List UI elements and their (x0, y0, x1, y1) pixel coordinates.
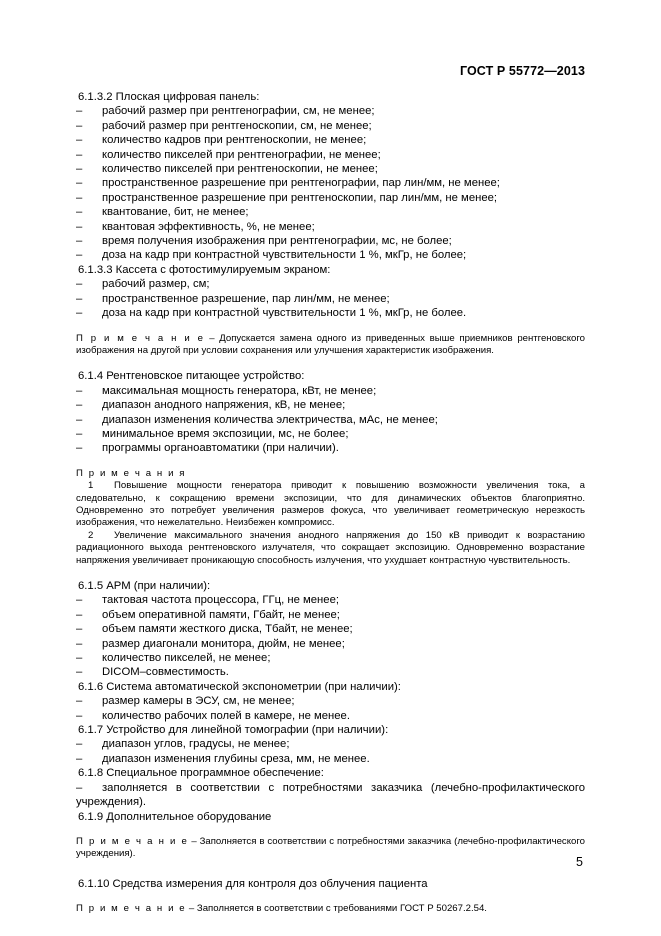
note-text: – Допускается замена одного из приведенных выше приемников рентгеновского изображения на другой при условии сохранения или улучшения характеристик изображения. (76, 332, 585, 356)
note-6-1-9 (76, 836, 585, 861)
list-item: – рабочий размер при рентгенографии, см, не менее; (76, 105, 375, 118)
section-6-1-5-list (76, 593, 585, 679)
note-label: П р и м е ч а н и е (76, 903, 187, 915)
list-item: – время получения изображения при рентгенографии, мс, не более; (76, 235, 452, 248)
list-dash: – (76, 427, 83, 440)
list-dash: – (76, 384, 83, 397)
notes-6-1-4-label: П р и м е ч а н и я (76, 467, 187, 479)
note-number: 2 (88, 529, 94, 541)
list-dash: – (76, 709, 83, 722)
document-code: ГОСТ Р 55772—2013 (459, 64, 585, 78)
list-dash: – (76, 191, 83, 204)
list-dash: – (76, 752, 83, 765)
note-number: 1 (88, 480, 94, 492)
list-dash: – (76, 637, 83, 650)
list-item: – пространственное разрешение при рентгенографии, пар лин/мм, не менее; (76, 177, 500, 190)
section-6-1-7-list (76, 737, 585, 766)
list-dash: – (76, 220, 83, 233)
list-dash: – (76, 235, 83, 248)
list-dash: – (76, 781, 83, 794)
section-6-1-6-list (76, 694, 585, 723)
list-dash: – (76, 695, 83, 708)
list-dash: – (76, 623, 83, 636)
section-6-1-3-3-list (76, 277, 585, 320)
list-dash: – (76, 292, 83, 305)
list-item: – минимальное время экспозиции, мс, не более; (76, 427, 349, 440)
note-6-1-3 (76, 333, 585, 358)
section-6-1-3-2-list (76, 104, 585, 262)
list-item: – квантовая эффективность, %, не менее; (76, 220, 315, 233)
list-item: – рабочий размер, см; (76, 278, 210, 291)
section-6-1-7-title: 6.1.7 Устройство для линейной томографии (при наличии): (78, 724, 389, 737)
list-item: – количество пикселей, не менее; (76, 652, 271, 665)
section-6-1-3-3-title: 6.1.3.3 Кассета с фотостимулируемым экраном: (78, 263, 331, 276)
list-dash: – (76, 278, 83, 291)
list-dash: – (76, 177, 83, 190)
list-item: – диапазон изменения количества электричества, мАс, не менее; (76, 413, 438, 426)
list-dash: – (76, 652, 83, 665)
list-item: – программы органоавтоматики (при наличии). (76, 442, 339, 455)
list-dash: – (76, 666, 83, 679)
list-item: – квантование, бит, не менее; (76, 206, 249, 219)
list-item: – количество пикселей при рентгенографии, не менее; (76, 148, 381, 161)
section-6-1-10-title: 6.1.10 Средства измерения для контроля доз облучения пациента (78, 877, 428, 890)
list-dash: – (76, 163, 83, 176)
list-dash: – (76, 738, 83, 751)
list-item: – количество пикселей при рентгеноскопии, не менее; (76, 163, 378, 176)
list-item: – объем оперативной памяти, Гбайт, не менее; (76, 608, 340, 621)
document-body (76, 90, 585, 916)
list-dash: – (76, 249, 83, 262)
list-dash: – (76, 134, 83, 147)
section-6-1-4-list (76, 384, 585, 456)
section-6-1-8-title: 6.1.8 Специальное программное обеспечение: (78, 767, 324, 780)
list-item: – DICOM–совместимость. (76, 666, 229, 679)
list-item: – количество кадров при рентгеноскопии, не менее; (76, 134, 367, 147)
list-item: – диапазон углов, градусы, не менее; (76, 738, 290, 751)
list-item: – доза на кадр при контрастной чувствительности 1 %, мкГр, не более; (76, 249, 467, 262)
section-6-1-6-title: 6.1.6 Система автоматической экспонометрии (при наличии): (78, 680, 401, 693)
list-item: – диапазон анодного напряжения, кВ, не менее; (76, 399, 346, 412)
list-item: – размер диагонали монитора, дюйм, не менее; (76, 637, 345, 650)
list-item: – количество рабочих полей в камере, не менее. (76, 709, 350, 722)
list-item: – рабочий размер при рентгеноскопии, см, не менее; (76, 119, 372, 132)
section-6-1-4-title: 6.1.4 Рентгеновское питающее устройство: (78, 370, 305, 383)
note-6-1-10 (76, 903, 585, 915)
list-dash: – (76, 399, 83, 412)
note-text: – Заполняется в соответствии с требованиями ГОСТ Р 50267.2.54. (188, 903, 487, 915)
note-item: 2 Увеличение максимального значения анодного напряжения до 150 кВ приводит к возрастанию радиационного выхода рентгеновского излучателя, что сокращает экспозицию. Одновременно возрастание напряжения увеличивает проникающую способность излучения, что ухудшает контрастную чувствительность. (76, 529, 585, 566)
note-text: – Заполняется в соответствии с потребностями заказчика (лечебно-профилактического учреждения). (76, 835, 585, 860)
list-dash: – (76, 206, 83, 219)
list-item: – объем памяти жесткого диска, Тбайт, не менее; (76, 623, 353, 636)
note-item: 1 Повышение мощности генератора приводит к повышению возможности увеличения тока, а следовательно, к сокращению времени экспозиции, что для динамических объектов благоприятно. Одновременно это потребует увеличения размеров фокуса, что увеличивает геометрическую нерезкость изображения, что нежелательно. Неизбежен компромисс. (76, 480, 585, 529)
list-dash: – (76, 148, 83, 161)
list-item: – диапазон изменения глубины среза, мм, не менее. (76, 752, 370, 765)
page-number: 5 (576, 855, 583, 869)
list-dash: – (76, 105, 83, 118)
list-dash: – (76, 307, 83, 320)
list-dash: – (76, 594, 83, 607)
list-dash: – (76, 608, 83, 621)
list-dash: – (76, 413, 83, 426)
list-item: – пространственное разрешение, пар лин/мм, не менее; (76, 292, 390, 305)
section-6-1-8-item: – заполняется в соответствии с потребностями заказчика (лечебно-профилактического учреждения). (76, 781, 585, 809)
section-6-1-3-2-title: 6.1.3.2 Плоская цифровая панель: (78, 91, 260, 103)
list-item: – пространственное разрешение при рентгеноскопии, пар лин/мм, не менее; (76, 191, 498, 204)
list-item: – доза на кадр при контрастной чувствительности 1 %, мкГр, не более. (76, 307, 467, 320)
section-6-1-9-title: 6.1.9 Дополнительное оборудование (78, 810, 272, 823)
list-item: – тактовая частота процессора, ГГц, не менее; (76, 594, 340, 607)
section-6-1-5-title: 6.1.5 АРМ (при наличии): (78, 580, 211, 592)
note-label: П р и м е ч а н и е (76, 835, 189, 847)
list-dash: – (76, 442, 83, 455)
note-label: П р и м е ч а н и е (76, 332, 205, 344)
list-dash: – (76, 119, 83, 132)
list-item: – размер камеры в ЭСУ, см, не менее; (76, 695, 295, 708)
list-item: – максимальная мощность генератора, кВт, не менее; (76, 384, 377, 397)
